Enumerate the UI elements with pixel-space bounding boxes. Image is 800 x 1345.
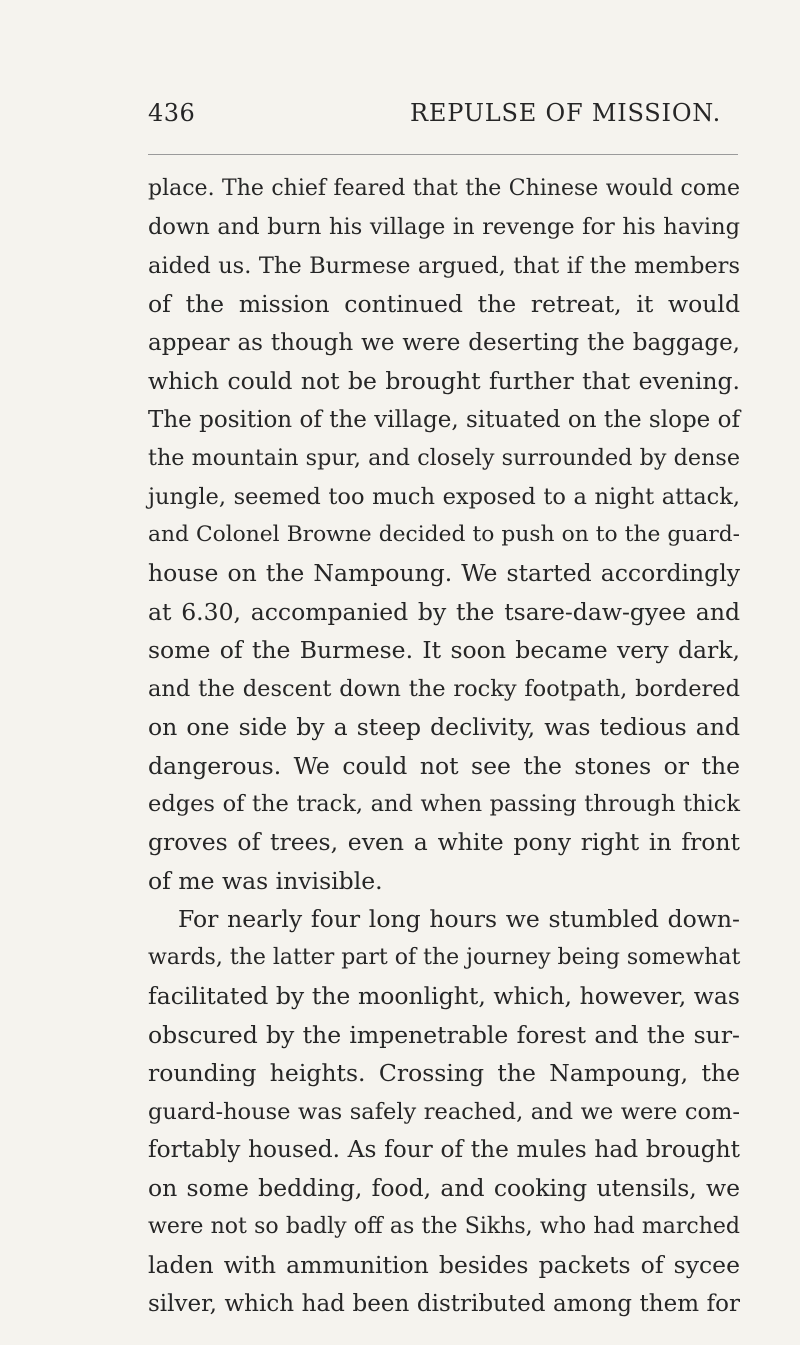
text-line: The position of the village, situated on the slope of (148, 406, 740, 433)
text-line: on one side by a steep declivity, was tedious and (148, 713, 740, 742)
text-line: guard-house was safely reached, and we were com- (148, 1098, 740, 1125)
text-line: the mountain spur, and closely surrounded by dense (148, 445, 740, 472)
text-line: jungle, seemed too much exposed to a night attack, (148, 483, 740, 510)
text-line: dangerous. We could not see the stones or the (148, 751, 740, 780)
text-line: were not so badly off as the Sikhs, who had marched (148, 1213, 740, 1239)
header-rule (148, 154, 738, 155)
text-line: down and burn his village in revenge for his having (148, 214, 740, 241)
text-line: on some bedding, food, and cooking utensils, we (148, 1174, 740, 1203)
text-line: silver, which had been distributed among them for (148, 1290, 740, 1317)
text-line: facilitated by the moonlight, which, however, was (148, 982, 740, 1011)
text-line: some of the Burmese. It soon became very dark, (148, 636, 740, 665)
running-head (148, 99, 738, 139)
text-line: groves of trees, even a white pony right in front (148, 828, 740, 857)
text-line: fortably housed. As four of the mules had brought (148, 1135, 740, 1163)
text-line: laden with ammunition besides packets of sycee (148, 1251, 740, 1280)
text-line: which could not be brought further that evening. (148, 367, 740, 396)
paragraph-start-line: For nearly four long hours we stumbled down- (178, 905, 740, 934)
text-line: aided us. The Burmese argued, that if the members (148, 252, 740, 279)
text-line: house on the Nampoung. We started accordingly (148, 559, 740, 588)
page-number: 436 (148, 99, 196, 127)
text-line: of the mission continued the retreat, it would (148, 290, 740, 319)
paragraph-end-line: of me was invisible. (148, 866, 383, 895)
text-line: place. The chief feared that the Chinese would come (148, 176, 740, 201)
text-line: and Colonel Browne decided to push on to the guard- (148, 521, 740, 547)
text-line: at 6.30, accompanied by the tsare-daw-gyee and (148, 597, 740, 626)
body-text (148, 170, 740, 1323)
text-line: appear as though we were deserting the baggage, (148, 329, 740, 356)
text-line: edges of the track, and when passing through thick (148, 791, 740, 817)
text-line: and the descent down the rocky footpath, bordered (148, 675, 740, 702)
text-line: obscured by the impenetrable forest and the sur- (148, 1020, 740, 1049)
text-line: rounding heights. Crossing the Nampoung, the (148, 1059, 740, 1088)
running-title: REPULSE OF MISSION. (410, 99, 721, 127)
text-line: wards, the latter part of the journey being somewhat (148, 944, 741, 970)
